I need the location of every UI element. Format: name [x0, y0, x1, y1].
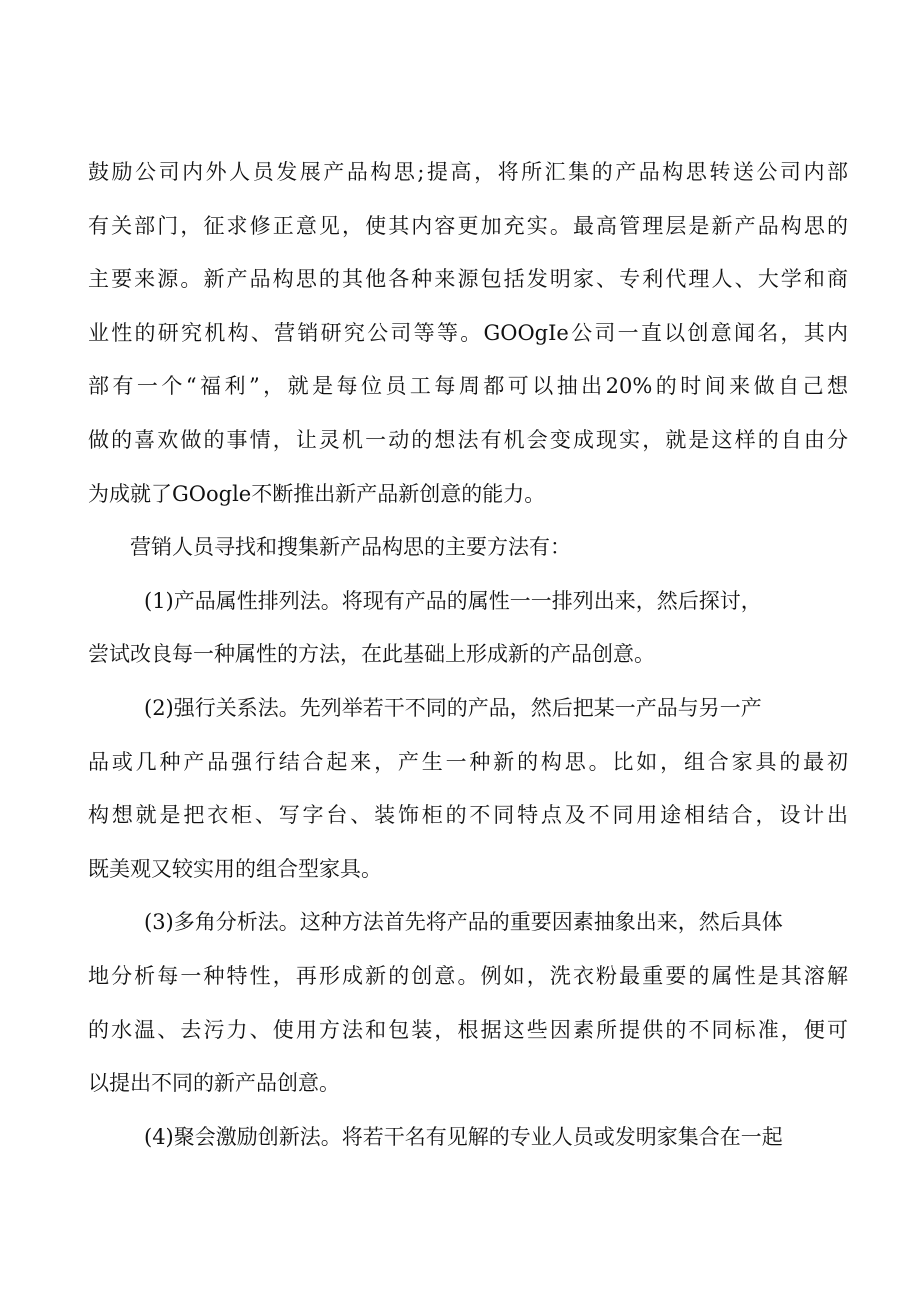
text-line: (2)强行关系法。先列举若干不同的产品，然后把某一产品与另一产 — [144, 695, 762, 720]
text-line: 营销人员寻找和搜集新产品构思的主要方法有： — [130, 535, 571, 560]
text-line: 主要来源。新产品构思的其他各种来源包括发明家、专利代理人、大学和商 — [88, 267, 848, 292]
text-line: (4)聚会激励创新法。将若干名有见解的专业人员或发明家集合在一起 — [144, 1124, 783, 1149]
text-line: 尝试改良每一种属性的方法，在此基础上形成新的产品创意。 — [88, 642, 655, 667]
text-line: 品或几种产品强行结合起来，产生一种新的构思。比如，组合家具的最初 — [88, 749, 848, 774]
text-line: (3)多角分析法。这种方法首先将产品的重要因素抽象出来，然后具体 — [144, 910, 783, 935]
text-line: 以提出不同的新产品创意。 — [88, 1071, 340, 1096]
text-line: 部有一个“福利”，就是每位员工每周都可以抽出20%的时间来做自己想 — [88, 374, 848, 399]
text-line: 鼓励公司内外人员发展产品构思;提高，将所汇集的产品构思转送公司内部 — [88, 160, 848, 184]
text-line: 有关部门，征求修正意见，使其内容更加充实。最高管理层是新产品构思的 — [88, 213, 848, 238]
text-line: 业性的研究机构、营销研究公司等等。GOOgIe公司一直以创意闻名，其内 — [88, 320, 848, 345]
text-line: 地分析每一种特性，再形成新的创意。例如，洗衣粉最重要的属性是其溶解 — [88, 963, 848, 988]
text-line: 的水温、去污力、使用方法和包装，根据这些因素所提供的不同标准，便可 — [88, 1017, 848, 1042]
body-text — [88, 146, 848, 1164]
text-line: 既美观又较实用的组合型家具。 — [88, 856, 382, 881]
text-line: 为成就了GOogle不断推出新产品新创意的能力。 — [88, 481, 546, 506]
text-line: 构想就是把衣柜、写字台、装饰柜的不同特点及不同用途相结合，设计出 — [88, 803, 848, 828]
text-line: 做的喜欢做的事情，让灵机一动的想法有机会变成现实，就是这样的自由分 — [88, 427, 848, 452]
text-line: (1)产品属性排列法。将现有产品的属性一一排列出来，然后探讨， — [144, 588, 762, 613]
